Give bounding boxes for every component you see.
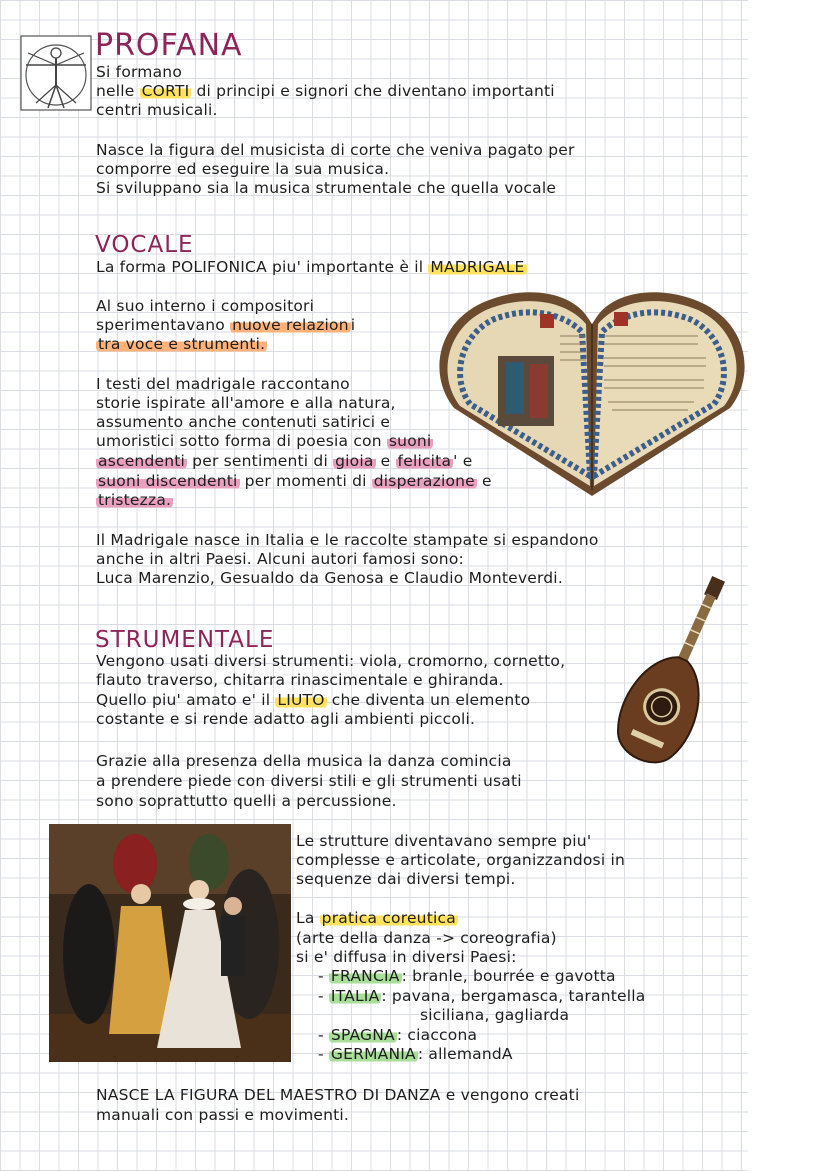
highlight-francia: FRANCIA	[330, 967, 400, 985]
strumentale-line-2: flauto traverso, chitarra rinascimentale e ghiranda.	[96, 671, 504, 689]
highlight-suoni: suoni	[388, 432, 432, 450]
strumentale-line-3: Quello piu' amato e' il LIUTO che diventa un elemento	[96, 691, 531, 709]
footer-line-2: manuali con passi e movimenti.	[96, 1106, 350, 1124]
strumentale-line-4: costante e si rende adatto agli ambienti piccoli.	[96, 710, 476, 728]
highlight-disperazione: disperazione	[373, 472, 475, 490]
highlight-germania: GERMANIA	[330, 1045, 416, 1063]
highlight-spagna: SPAGNA	[330, 1026, 395, 1044]
highlight-gioia: gioia	[335, 452, 374, 470]
danza-line-4: La pratica coreutica	[296, 909, 456, 927]
vocale-line-6: storie ispirate all'amore e alla natura,	[96, 394, 396, 412]
danza-country-germania: - GERMANIA : allemandA	[318, 1045, 513, 1063]
vocale-line-1: La forma POLIFONICA piu' importante è il MADRIGALE	[96, 258, 525, 276]
strumentale-line-1: Vengono usati diversi strumenti: viola, cromorno, cornetto,	[96, 652, 566, 670]
profana-line-1: Si formano	[96, 63, 183, 81]
vocale-line-2: Al suo interno i compositori	[96, 297, 315, 315]
profana-line-4: Nasce la figura del musicista di corte che veniva pagato per	[96, 141, 575, 159]
page-margin	[748, 0, 828, 1171]
highlight-pratica-coreutica: pratica coreutica	[321, 909, 456, 927]
title-strumentale: STRUMENTALE	[95, 627, 275, 653]
highlight-liuto: LIUTO	[277, 691, 325, 709]
highlight-ascendenti: ascendenti	[98, 452, 186, 470]
danza-line-3: sequenze dai diversi tempi.	[296, 870, 516, 888]
strumentale-line-7: sono soprattutto quelli a percussione.	[96, 792, 397, 810]
vocale-line-5: I testi del madrigale raccontano	[96, 375, 350, 393]
vocale-line-9: ascendenti per sentimenti di gioia e felicita ' e	[98, 452, 473, 470]
vocale-line-13: anche in altri Paesi. Alcuni autori famosi sono:	[96, 550, 464, 568]
vitruvian-man-icon	[20, 35, 92, 111]
highlight-madrigale: MADRIGALE	[430, 258, 525, 276]
title-profana: PROFANA	[95, 28, 243, 63]
profana-line-6: Si sviluppano sia la musica strumentale che quella vocale	[96, 179, 557, 197]
danza-line-6: si e' diffusa in diversi Paesi:	[296, 948, 517, 966]
danza-country-francia: - FRANCIA : branle, bourrée e gavotta	[318, 967, 616, 985]
highlight-felicita: felicita	[397, 452, 452, 470]
vocale-line-10: suoni discendenti per momenti di disperazione e	[98, 472, 492, 490]
vocale-line-11	[96, 491, 173, 511]
highlight-suoni-discendenti: suoni discendenti	[98, 472, 238, 490]
danza-line-1: Le strutture diventavano sempre piu'	[296, 832, 592, 850]
vocale-line-4	[96, 335, 267, 355]
profana-line-5: comporre ed eseguire la sua musica.	[96, 160, 390, 178]
vocale-line-14: Luca Marenzio, Gesualdo da Genosa e Claudio Monteverdi.	[96, 569, 563, 587]
lute-image	[612, 570, 740, 785]
vocale-line-7: assumento anche contenuti satirici e	[96, 413, 391, 431]
vocale-line-12: Il Madrigale nasce in Italia e le raccolte stampate si espandono	[96, 531, 599, 549]
danza-line-2: complesse e articolate, organizzandosi in	[296, 851, 625, 869]
danza-country-spagna: - SPAGNA : ciaccona	[318, 1026, 478, 1044]
highlight-italia: ITALIA	[330, 987, 380, 1005]
danza-country-italia-cont: siciliana, gagliarda	[420, 1006, 570, 1024]
strumentale-line-5: Grazie alla presenza della musica la danza comincia	[96, 752, 512, 770]
title-vocale: VOCALE	[95, 232, 194, 258]
profana-line-3: centri musicali.	[96, 101, 218, 119]
footer-line-1: NASCE LA FIGURA DEL MAESTRO DI DANZA e vengono creati	[96, 1086, 580, 1104]
danza-country-italia: - ITALIA : pavana, bergamasca, tarantella	[318, 987, 646, 1005]
highlight-voce-strumenti: tra voce e strumenti.	[98, 335, 266, 353]
vocale-line-8: umoristici sotto forma di poesia con suoni	[96, 432, 432, 450]
highlight-tristezza: tristezza.	[98, 491, 172, 509]
profana-line-2: nelle CORTI di principi e signori che diventano importanti	[96, 82, 555, 100]
renaissance-dance-painting	[49, 824, 291, 1062]
strumentale-line-6: a prendere piede con diversi stili e gli strumenti usati	[96, 772, 522, 790]
highlight-corti: CORTI	[141, 82, 190, 100]
highlight-nuove-relazioni: nuove relazion	[232, 316, 349, 334]
heart-shaped-manuscript-image	[436, 278, 748, 500]
danza-line-5: (arte della danza -> coreografia)	[296, 929, 557, 947]
vocale-line-3: sperimentavano nuove relazion i	[96, 316, 356, 334]
